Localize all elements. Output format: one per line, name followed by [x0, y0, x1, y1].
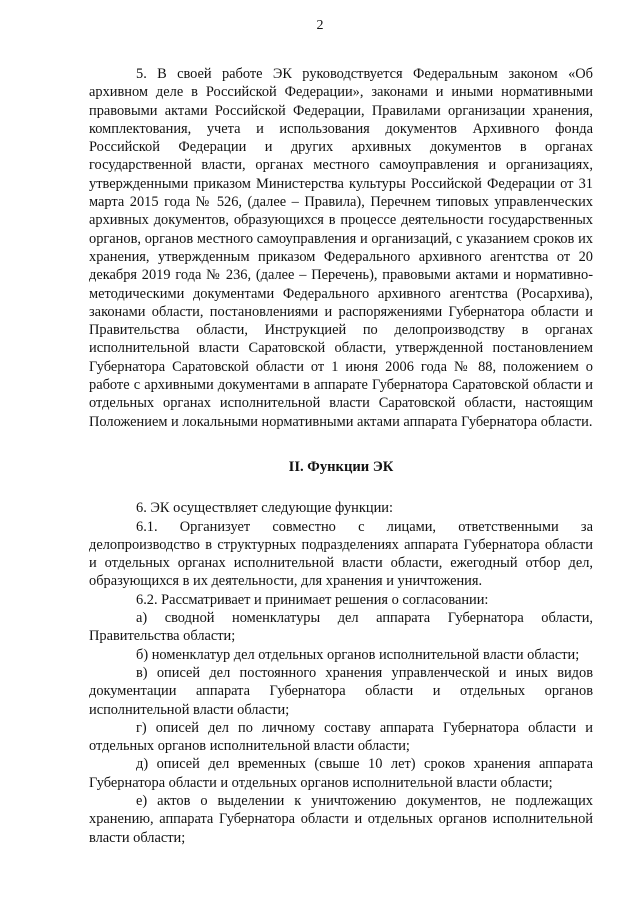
paragraph-6-1: 6.1. Организует совместно с лицами, ответственными за делопроизводство в структурных подразделениях аппарата Губернатора области и отдельных органах исполнительной власти области, ежегодный отбор дел, образующихся в их деятельности, для хранения и уничтожения. [89, 518, 593, 590]
subitem-v: в) описей дел постоянного хранения управленческой и иных видов документации аппарата Губернатора области и отдельных органов исполнительной власти области; [89, 664, 593, 718]
subitem-b: б) номенклатур дел отдельных органов исполнительной власти области; [136, 646, 580, 663]
section-heading: II. Функции ЭК [288, 458, 394, 475]
paragraph-6-intro: 6. ЭК осуществляет следующие функции: [136, 500, 393, 517]
page-number: 2 [316, 18, 324, 33]
paragraph-5: 5. В своей работе ЭК руководствуется Федеральным законом «Об архивном деле в Российской Федерации», законами и иными нормативными правовыми актами Российской Федерации, Правилами организации хранения, комплектования, учета и использования документов Архивного фонда Российской Федерации и других архивных документов в органах государственной власти, органах местного самоуправления и организациях, утвержденными приказом Министерства культуры Российской Федерации от 31 марта 2015 года № 526, (далее – Правила), Перечнем типовых управленческих архивных документов, образующихся в процессе деятельности государственных органов, органов местного самоуправления и организаций, с указанием сроков их хранения, утвержденным приказом Федерального архивного агентства от 20 декабря 2019 года № 236, (далее – Перечень), правовыми актами и нормативно-методическими документами Федерального архивного агентства (Росархива), законами области, постановлениями и распоряжениями Губернатора области и Правительства области, Инструкцией по делопроизводству в органах исполнительной власти Саратовской области, утвержденной постановлением Губернатора Саратовской области от 1 июня 2006 года № 88, положением о работе с архивными документами в аппарате Губернатора Саратовской области и отдельных органах исполнительной власти Саратовской области, настоящим Положением и локальными нормативными актами аппарата Губернатора области. [89, 66, 593, 430]
document-body [89, 65, 593, 847]
subitem-a: а) сводной номенклатуры дел аппарата Губернатора области, Правительства области; [89, 610, 593, 645]
paragraph-6-2: 6.2. Рассматривает и принимает решения о согласовании: [136, 591, 489, 608]
subitem-d: д) описей дел временных (свыше 10 лет) сроков хранения аппарата Губернатора области и отдельных органов исполнительной власти области; [89, 756, 593, 791]
subitem-e: е) актов о выделении к уничтожению документов, не подлежащих хранению, аппарата Губернатора области и отдельных органов исполнительной власти области; [89, 792, 593, 846]
subitem-g: г) описей дел по личному составу аппарата Губернатора области и отдельных органов исполнительной власти области; [89, 719, 593, 755]
